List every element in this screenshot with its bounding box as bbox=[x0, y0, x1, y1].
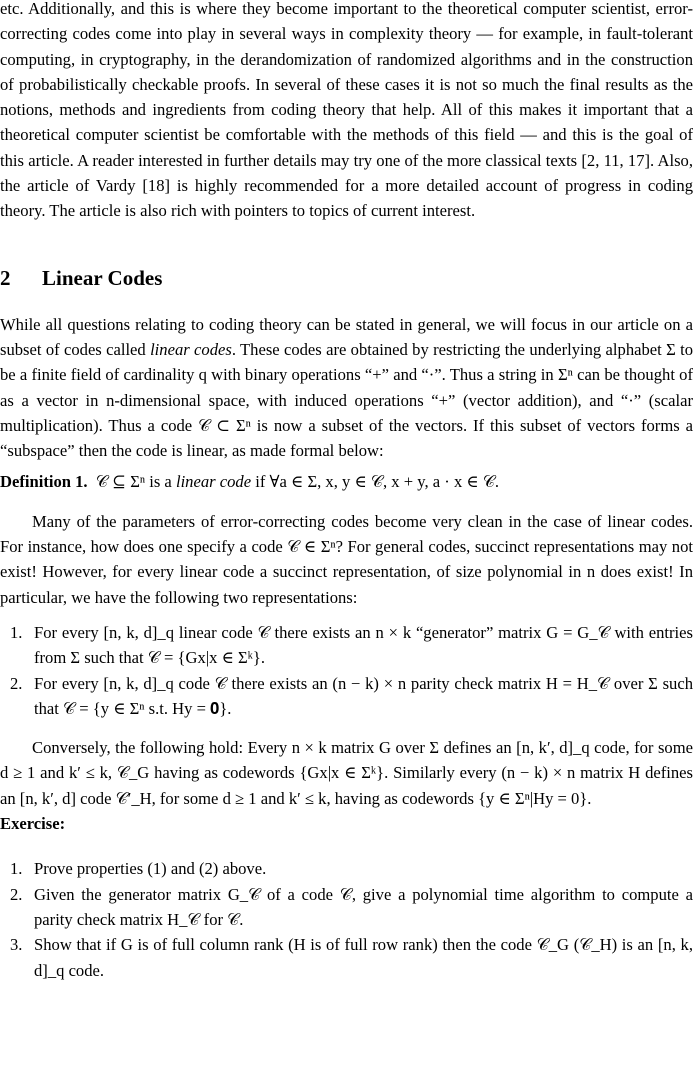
definition-1 bbox=[0, 469, 693, 494]
list-marker: 3. bbox=[10, 935, 23, 955]
representation-item bbox=[0, 671, 693, 722]
definition-emph: linear code bbox=[175, 472, 252, 492]
definition-label: Definition 1. bbox=[0, 472, 88, 492]
section-heading bbox=[0, 264, 693, 292]
exercise-list bbox=[0, 856, 693, 982]
list-item-text: Prove properties (1) and (2) above. bbox=[34, 859, 267, 879]
list-item-text: Given the generator matrix G_𝒞 of a code 𝒞, give a polynomial time algorithm to compute a parity check matrix H_𝒞 for 𝒞. bbox=[34, 884, 693, 929]
exercise-item bbox=[0, 882, 693, 933]
section-title: Linear Codes bbox=[42, 265, 163, 290]
list-item-text: For every [n, k, d]_q code 𝒞 there exists an (n − k) × n parity check matrix H = H_𝒞 over Σ such that 𝒞 = {y ∈ Σⁿ s.t. Hy = 𝟎}. bbox=[34, 673, 693, 718]
list-item-text: Show that if G is of full column rank (H is of full row rank) then the code 𝒞_G (𝒞_H) is an [n, k, d]_q code. bbox=[34, 935, 693, 980]
representation-item bbox=[0, 620, 693, 671]
list-marker: 1. bbox=[10, 859, 23, 879]
intro-paragraph: etc. Additionally, and this is where they become important to the theoretical computer scientist, error-correcting codes come into play in several ways in complexity theory — for example, in fault-tolerant computing, in cryptography, in the derandomization of randomized algorithms and in the construction of probabilistically checkable proofs. In several of these cases it is not so much the final results as the notions, methods and ingredients from coding theory that help. All of this makes it important that a theoretical computer scientist be comfortable with the methods of this field — and this is the goal of this article. A reader interested in further details may try one of the more classical texts [2, 11, 17]. Also, the article of Vardy [18] is highly recommended for a more detailed account of progress in coding theory. The article is also rich with pointers to topics of current interest. bbox=[0, 0, 693, 221]
exercise-heading: Exercise: bbox=[0, 814, 66, 834]
linear-codes-paragraph bbox=[0, 312, 693, 464]
representations-list bbox=[0, 620, 693, 721]
exercise-item bbox=[0, 932, 693, 983]
list-item-text: For every [n, k, d]_q linear code 𝒞 there exists an n × k “generator” matrix G = G_𝒞 with entries from Σ such that 𝒞 = {Gx|x ∈ Σᵏ}. bbox=[34, 622, 693, 668]
para1-text-after: . These codes are obtained by restricting the underlying alphabet Σ to be a finite field of cardinality q with binary operations “+” and “·”. Thus a string in Σⁿ can be thought of as a vector in n-dimensional space, with induced operations “+” (vector addition), and “·” (scalar multiplication). Thus a code 𝒞 ⊂ Σⁿ is now a subset of the vectors. If this subset of vectors forms a “subspace” then the code is linear, as made formal below: bbox=[0, 339, 693, 461]
parameters-paragraph: Many of the parameters of error-correcting codes become very clean in the case of linear codes. For instance, how does one specify a code 𝒞 ∈ Σⁿ? For general codes, succinct representations may not exist! However, for every linear code a succinct representation, of size polynomial in n does exist! In particular, we have the following two representations: bbox=[0, 511, 693, 607]
list-marker: 2. bbox=[10, 884, 23, 904]
converse-paragraph: Conversely, the following hold: Every n × k matrix G over Σ defines an [n, k′, d]_q code, for some d ≥ 1 and k′ ≤ k, 𝒞_G having as codewords {Gx|x ∈ Σᵏ}. Similarly every (n − k) × n matrix H defines an [n, k′, d] code 𝒞′_H, for some d ≥ 1 and k′ ≤ k, having as codewords {y ∈ Σⁿ|Hy = 0}. bbox=[0, 738, 693, 808]
list-marker: 1. bbox=[10, 622, 23, 642]
definition-text-before: 𝒞 ⊆ Σⁿ is a bbox=[95, 472, 176, 492]
section-number: 2 bbox=[0, 265, 11, 290]
exercise-item bbox=[0, 856, 693, 881]
para1-text-before: While all questions relating to coding theory can be stated in general, we will focus in our article on a subset of codes called bbox=[0, 314, 693, 359]
definition-text-after: if ∀a ∈ Σ, x, y ∈ 𝒞, x + y, a · x ∈ 𝒞. bbox=[251, 472, 500, 492]
list-marker: 2. bbox=[10, 673, 23, 693]
para1-emph: linear codes bbox=[150, 339, 232, 359]
